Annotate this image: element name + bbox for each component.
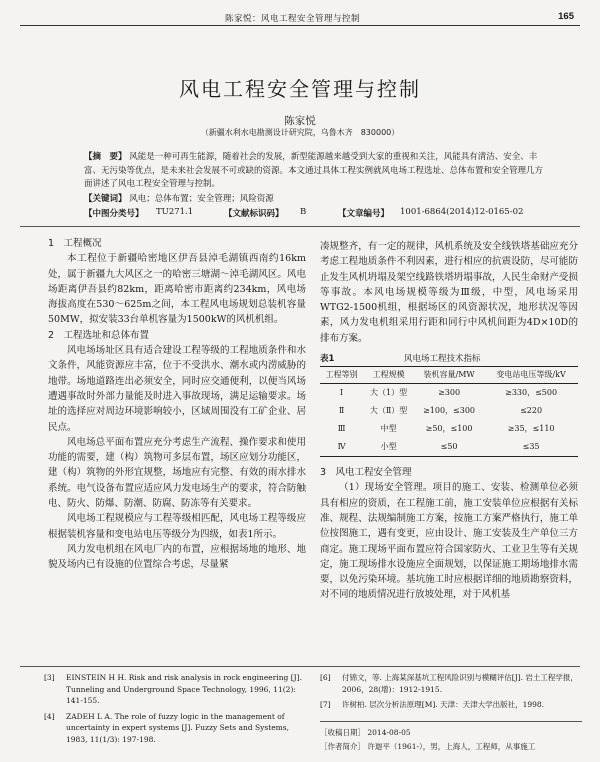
keywords	[84, 192, 548, 204]
clc-value: TU271.1	[156, 207, 194, 217]
reference-text: EINSTEIN H H. Risk and risk analysis in rock engineering [J]. Tunneling and Underground Space Technology, 1996, 11(2): 141-155.	[66, 673, 302, 705]
references-divider	[20, 666, 580, 667]
table-1	[320, 352, 578, 457]
paragraph: 凑规整齐，有一定的规律，风机系统及安全线铁塔基础应充分考虑工程地质条件不利因素，进行相应的抗震设防，尽可能防止发生风机坍塌及架空线路铁塔坍塌事故，人民生命财产受损等事故。本风电场规模等级为Ⅲ级，中型，风电场采用WTG2-1500机组，根据场区的风资源状况，地形状况等因素，风力发电机组采用行距和同行中风机间距为4D×10D的排布方案。	[320, 241, 578, 344]
reference-item	[320, 672, 582, 695]
reference-item	[320, 699, 582, 711]
table-title: 风电场工程技术指标	[404, 354, 481, 365]
reference-number: [3]	[44, 673, 55, 682]
abstract-divider	[20, 226, 580, 227]
reference-number: [6]	[320, 673, 331, 682]
table-cell: ≥50，≤100	[425, 424, 473, 434]
received-value: 2014-08-05	[367, 727, 411, 737]
table-row	[320, 438, 578, 457]
paragraph: 风电场总平面布置应充分考虑生产流程、操作要求和使用功能的需要，建（构）筑物可多层布置，场区应划分功能区，建（构）筑物的外形宜规整，场地应有完整、有效的雨水排水系统。电气设备布置应适应风力发电场生产的要求，符合防触电、防火、防爆、防潮、防腐、防冻等有关要求。	[48, 436, 306, 510]
table-cell: 大（Ⅱ）型	[369, 406, 408, 416]
abstract	[84, 151, 548, 192]
paragraph: （1）现场安全管理。项目的施工、安装、检测单位必须具有相应的资质，在工程施工前，施工安装单位应根据有关标准、规程、法规编制施工方案，按施工方案严格执行，施工单位按图施工，遇有变更，应由设计、施工安装及生产单位三方商定。施工现场平面布置应符合国家防火、工业卫生等有关规定，施工现场排水设施应全面规划，以保证施工期场地排水需要，以免污染环境。基坑施工时应根据详细的地质勘察资料，对不同的地质情况进行放坡处理，对于风机基	[320, 482, 578, 601]
reference-text: ZADEH L A. The role of fuzzy logic in the management of uncertainty in expert systems [J]. Fuzzy Sets and Systems, 1983, 11(1/3): 197-198.	[66, 711, 289, 744]
tech-index-table	[320, 366, 578, 457]
reference-number: [7]	[320, 700, 331, 709]
paragraph: 风力发电机组在风电厂内的布置，应根据场地的地形、地貌及场内已有设施的位置综合考虑，尽量紧	[48, 543, 306, 571]
table-row	[320, 384, 578, 403]
right-column	[320, 239, 578, 603]
classification-line	[84, 207, 548, 221]
page-number: 165	[558, 11, 574, 22]
table-header-cell: 工程等别	[320, 367, 363, 384]
author-bio-value: 许迦平（1961-），男，上海人，工程师，从事施工	[367, 742, 536, 751]
running-header	[20, 10, 580, 26]
reference-item	[44, 711, 306, 746]
abstract-label: 【摘 要】	[84, 152, 127, 162]
table-cell: ≤35	[522, 442, 540, 452]
doc-code-value: B	[300, 207, 307, 217]
keywords-text: 风电；总体布置；安全管理；风险资源	[129, 194, 274, 204]
doc-code-label: 【文献标识码】	[224, 209, 284, 219]
table-cell: Ⅰ	[340, 388, 344, 398]
table-cell: ≤50	[440, 442, 458, 452]
table-cell: ≥330，≤500	[505, 388, 558, 398]
article-title: 风电工程安全管理与控制	[179, 77, 421, 101]
author-name: 陈家悦	[284, 115, 316, 127]
table-header-cell: 装机容量/MW	[414, 367, 484, 384]
article-dates	[320, 721, 582, 753]
paragraph: 本工程位于新疆哈密地区伊吾县淖毛湖镇西南约16km处，属于新疆九大风区之一的哈密三塘湖～淖毛湖风区。风电场距离伊吾县约82km，距离哈密市距离约234km，风电场海拔高度在530～625m之间，本工程风电场规划总装机容量50MW，拟安装33台单机容量为1500kW的风机机组。	[48, 253, 306, 326]
paragraph: 风电场工程规模应与工程等级相匹配，风电场工程等级应根据装机容量和变电站电压等级分为四级，如表1所示。	[48, 513, 306, 540]
reference-text: 付锦文，等. 上海某深基坑工程风险识别与模糊评估[J]. 岩土工程学报，2006，28(增)：1912-1915.	[342, 673, 578, 694]
author-bio	[320, 741, 582, 753]
received-date	[320, 727, 582, 739]
table-cell: 中型	[380, 424, 397, 434]
abstract-text: 风能是一种可再生能源，随着社会的发展，新型能源越来越受到大家的重视和关注，风能具有清洁、安全、丰富、无污染等优点，是未来社会发展不可或缺的资源。本文通过具体工程实例就风电场工程选址、总体布置和安全管理几方面讲述了风电工程安全管理与控制。	[84, 152, 544, 189]
keywords-label: 【关键词】	[84, 194, 127, 204]
table-cell: ≤220	[520, 406, 543, 416]
references-left	[44, 672, 306, 749]
table-cell: Ⅳ	[337, 442, 346, 452]
received-label: ［收稿日期］	[320, 727, 365, 737]
reference-text: 许树柏. 层次分析法原理[M]. 天津：天津大学出版社，1998.	[342, 700, 545, 709]
reference-item	[44, 672, 306, 707]
left-column	[48, 236, 306, 573]
table-cell: ≥35，≤110	[507, 424, 555, 434]
section-heading: 1 工程概况	[48, 238, 102, 249]
table-cell: Ⅲ	[337, 424, 346, 434]
author-affiliation: （新疆水利水电勘测设计研究院，乌鲁木齐 830000）	[200, 128, 400, 137]
table-cell: Ⅱ	[338, 406, 345, 416]
table-cell: ≥100，≤300	[423, 406, 476, 416]
reference-number: [4]	[44, 711, 55, 721]
table-caption	[320, 352, 578, 366]
table-header-cell: 变电站电压等级/kV	[484, 367, 578, 384]
article-number-value: 1001-6864(2014)12-0165-02	[400, 207, 524, 217]
table-cell: 大（1）型	[370, 388, 408, 398]
running-header-title: 陈家悦：风电工程安全管理与控制	[225, 14, 361, 24]
table-cell: 小型	[380, 442, 397, 452]
table-header-row	[320, 367, 578, 384]
section-heading: 3 风电工程安全管理	[320, 467, 412, 479]
section-heading: 2 工程选址和总体布置	[48, 329, 150, 341]
table-cell: ≥300	[438, 388, 461, 398]
paragraph: 风电场场址区具有适合建设工程等级的工程地质条件和水文条件，风能资源应丰富，位于不受洪水、潮水或内涝威胁的地带。场地道路连出必须安全，同时应交通便利，以便当风场遭遇事故时外部力量能及时进入事故现场，满足运输要求。场址的选择应对周边环境影响较小，区域周围没有工矿企业、居民点。	[48, 345, 306, 433]
table-label: 表1	[320, 354, 335, 365]
clc-label: 【中图分类号】	[84, 209, 144, 219]
table-row	[320, 402, 578, 420]
table-header-cell: 工程规模	[363, 367, 414, 384]
references-right	[320, 672, 582, 756]
author-bio-label: ［作者简介］	[320, 742, 365, 751]
article-number-label: 【文章编号】	[338, 209, 390, 219]
table-row	[320, 420, 578, 438]
